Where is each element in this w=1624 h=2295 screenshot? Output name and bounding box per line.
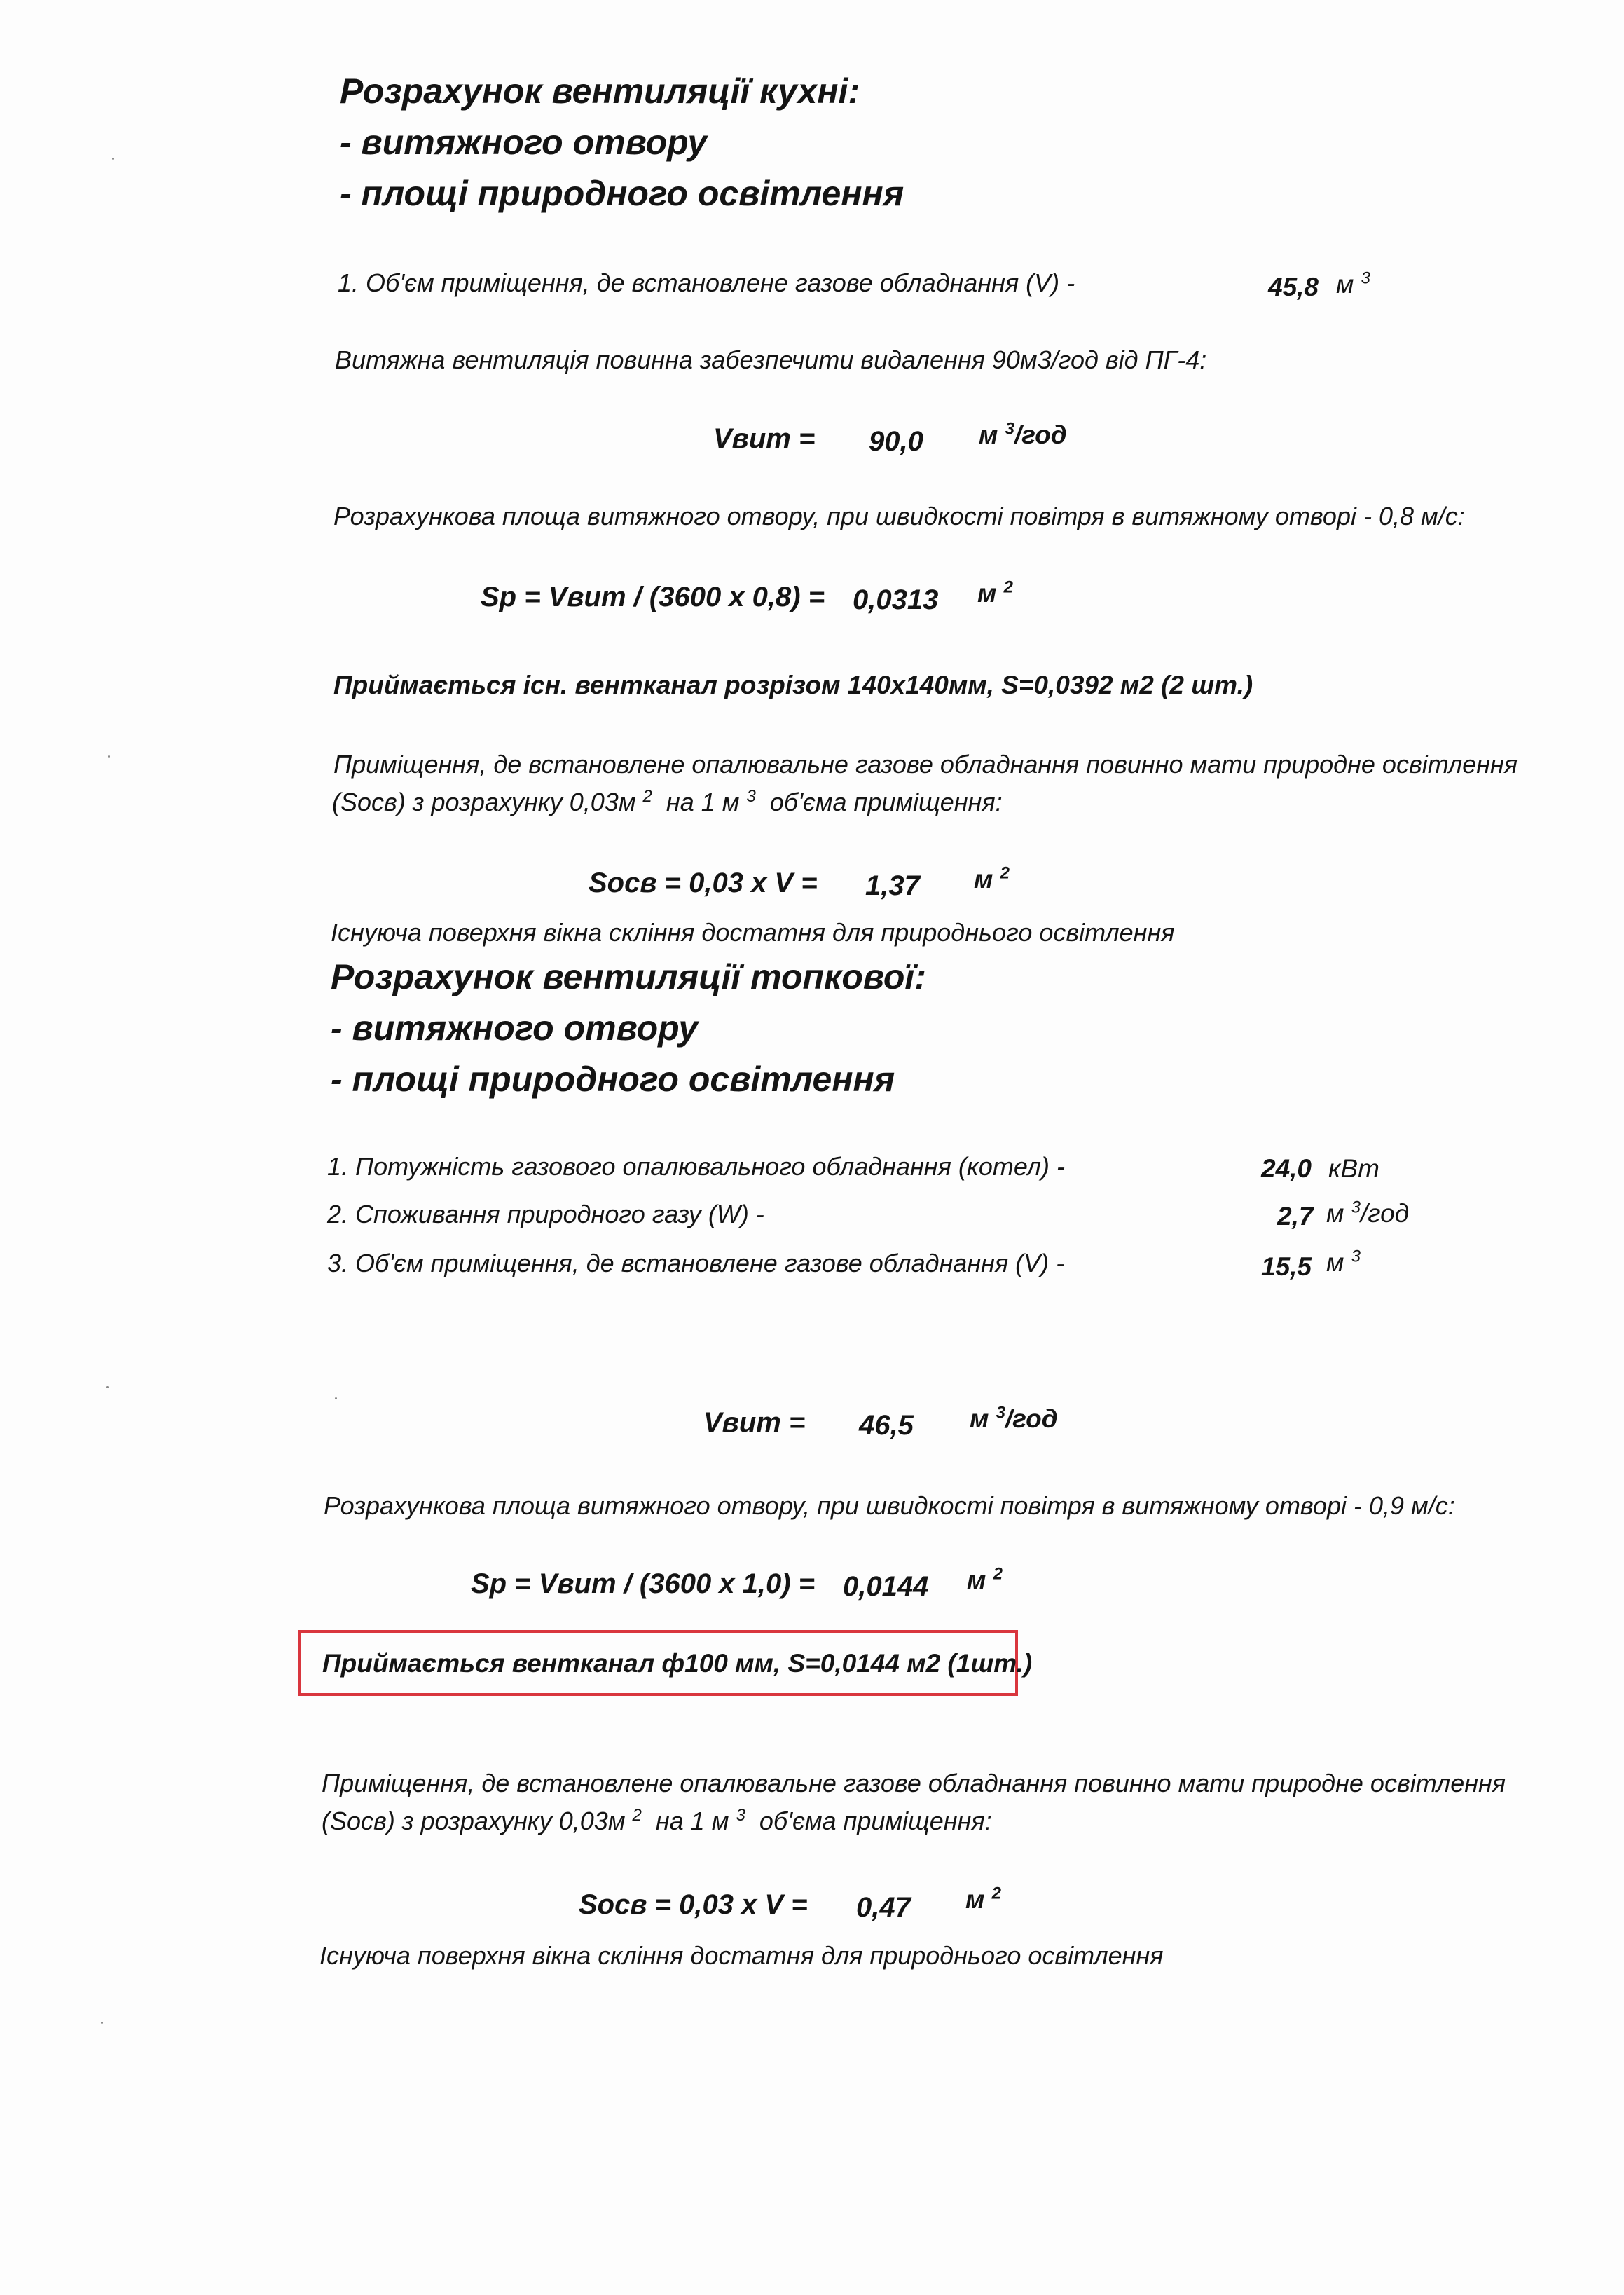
kitchen-vvit-unit: м $^3$/год bbox=[979, 419, 1067, 449]
boiler-row-gas-unit: м $^3$/год bbox=[1326, 1198, 1410, 1228]
scan-speck bbox=[101, 2022, 103, 2024]
kitchen-volume-unit: м $^3$ bbox=[1336, 268, 1371, 299]
kitchen-socv-formula: Sосв = 0,03 x V = bbox=[589, 868, 818, 898]
boiler-area-note: Розрахункова площа витяжного отвору, при швидкості повітря в витяжному отворі - 0,9 м/с: bbox=[324, 1491, 1455, 1520]
boiler-title-line-2: - витяжного отвору bbox=[331, 1008, 699, 1048]
kitchen-conclusion: Існуюча поверхня вікна скління достатня для природнього освітлення bbox=[331, 918, 1175, 947]
kitchen-volume-value: 45,8 bbox=[1268, 273, 1319, 301]
boiler-row-gas-value: 2,7 bbox=[1277, 1202, 1314, 1231]
kitchen-title-line-3: - площі природного освітлення bbox=[340, 174, 904, 213]
boiler-sp-unit: м $^2$ bbox=[967, 1564, 1003, 1594]
boiler-conclusion: Існуюча поверхня вікна скління достатня для природнього освітлення bbox=[319, 1941, 1164, 1970]
boiler-sp-value: 0,0144 bbox=[843, 1571, 929, 1602]
kitchen-vvit-label: Vвит = bbox=[713, 423, 816, 454]
boiler-row-volume-label: 3. Об'єм приміщення, де встановлене газове обладнання (V) - bbox=[327, 1249, 1065, 1277]
scan-speck bbox=[112, 158, 114, 160]
boiler-light-note-line-2: (Sосв) з розрахунку 0,03м $^2$ на 1 м $^3$ об'єма приміщення: bbox=[322, 1806, 992, 1835]
boiler-row-gas-label: 2. Споживання природного газу (W) - bbox=[327, 1200, 764, 1228]
kitchen-volume-label: 1. Об'єм приміщення, де встановлене газове обладнання (V) - bbox=[338, 268, 1075, 297]
boiler-row-power-value: 24,0 bbox=[1261, 1154, 1312, 1183]
boiler-row-volume-unit: м $^3$ bbox=[1326, 1247, 1361, 1277]
kitchen-exhaust-note: Витяжна вентиляція повинна забезпечити видалення 90м3/год від ПГ-4: bbox=[335, 345, 1207, 374]
scan-speck bbox=[108, 755, 110, 758]
boiler-socv-unit: м $^2$ bbox=[965, 1884, 1002, 1914]
kitchen-socv-unit: м $^2$ bbox=[974, 863, 1010, 893]
kitchen-accepted-duct: Приймається існ. вентканал розрізом 140х140мм, S=0,0392 м2 (2 шт.) bbox=[333, 671, 1253, 699]
kitchen-area-note: Розрахункова площа витяжного отвору, при швидкості повітря в витяжному отворі - 0,8 м/с: bbox=[333, 502, 1465, 530]
boiler-sp-formula: Sp = Vвит / (3600 x 1,0) = bbox=[471, 1568, 816, 1599]
boiler-title-line-3: - площі природного освітлення bbox=[331, 1060, 895, 1099]
kitchen-sp-value: 0,0313 bbox=[853, 584, 939, 615]
boiler-socv-formula: Sосв = 0,03 x V = bbox=[579, 1889, 808, 1920]
boiler-light-note-line-1: Приміщення, де встановлене опалювальне газове обладнання повинно мати природне освітлення bbox=[322, 1769, 1506, 1797]
kitchen-title-line-2: - витяжного отвору bbox=[340, 123, 708, 162]
boiler-row-volume-value: 15,5 bbox=[1261, 1252, 1312, 1281]
boiler-socv-value: 0,47 bbox=[856, 1892, 911, 1923]
boiler-vvit-label: Vвит = bbox=[703, 1407, 806, 1438]
kitchen-sp-unit: м $^2$ bbox=[977, 577, 1014, 608]
kitchen-socv-value: 1,37 bbox=[865, 870, 920, 901]
kitchen-vvit-value: 90,0 bbox=[869, 426, 923, 457]
boiler-vvit-value: 46,5 bbox=[859, 1410, 914, 1441]
boiler-row-power-unit: кВт bbox=[1328, 1154, 1379, 1183]
kitchen-title-line-1: Розрахунок вентиляції кухні: bbox=[340, 71, 860, 111]
kitchen-light-note-line-1: Приміщення, де встановлене опалювальне газове обладнання повинно мати природне освітлення bbox=[333, 750, 1518, 779]
boiler-vvit-unit: м $^3$/год bbox=[970, 1403, 1058, 1433]
scan-speck bbox=[106, 1386, 109, 1388]
boiler-title-line-1: Розрахунок вентиляції топкової: bbox=[331, 957, 926, 996]
scan-speck bbox=[335, 1397, 337, 1399]
kitchen-light-note-line-2: (Sосв) з розрахунку 0,03м $^2$ на 1 м $^3$ об'єма приміщення: bbox=[332, 787, 1003, 816]
boiler-accepted-duct: Приймається вентканал ф100 мм, S=0,0144 м2 (1шт.) bbox=[322, 1649, 1033, 1678]
boiler-row-power-label: 1. Потужність газового опалювального обладнання (котел) - bbox=[327, 1152, 1065, 1181]
kitchen-sp-formula: Sp = Vвит / (3600 x 0,8) = bbox=[481, 582, 825, 612]
